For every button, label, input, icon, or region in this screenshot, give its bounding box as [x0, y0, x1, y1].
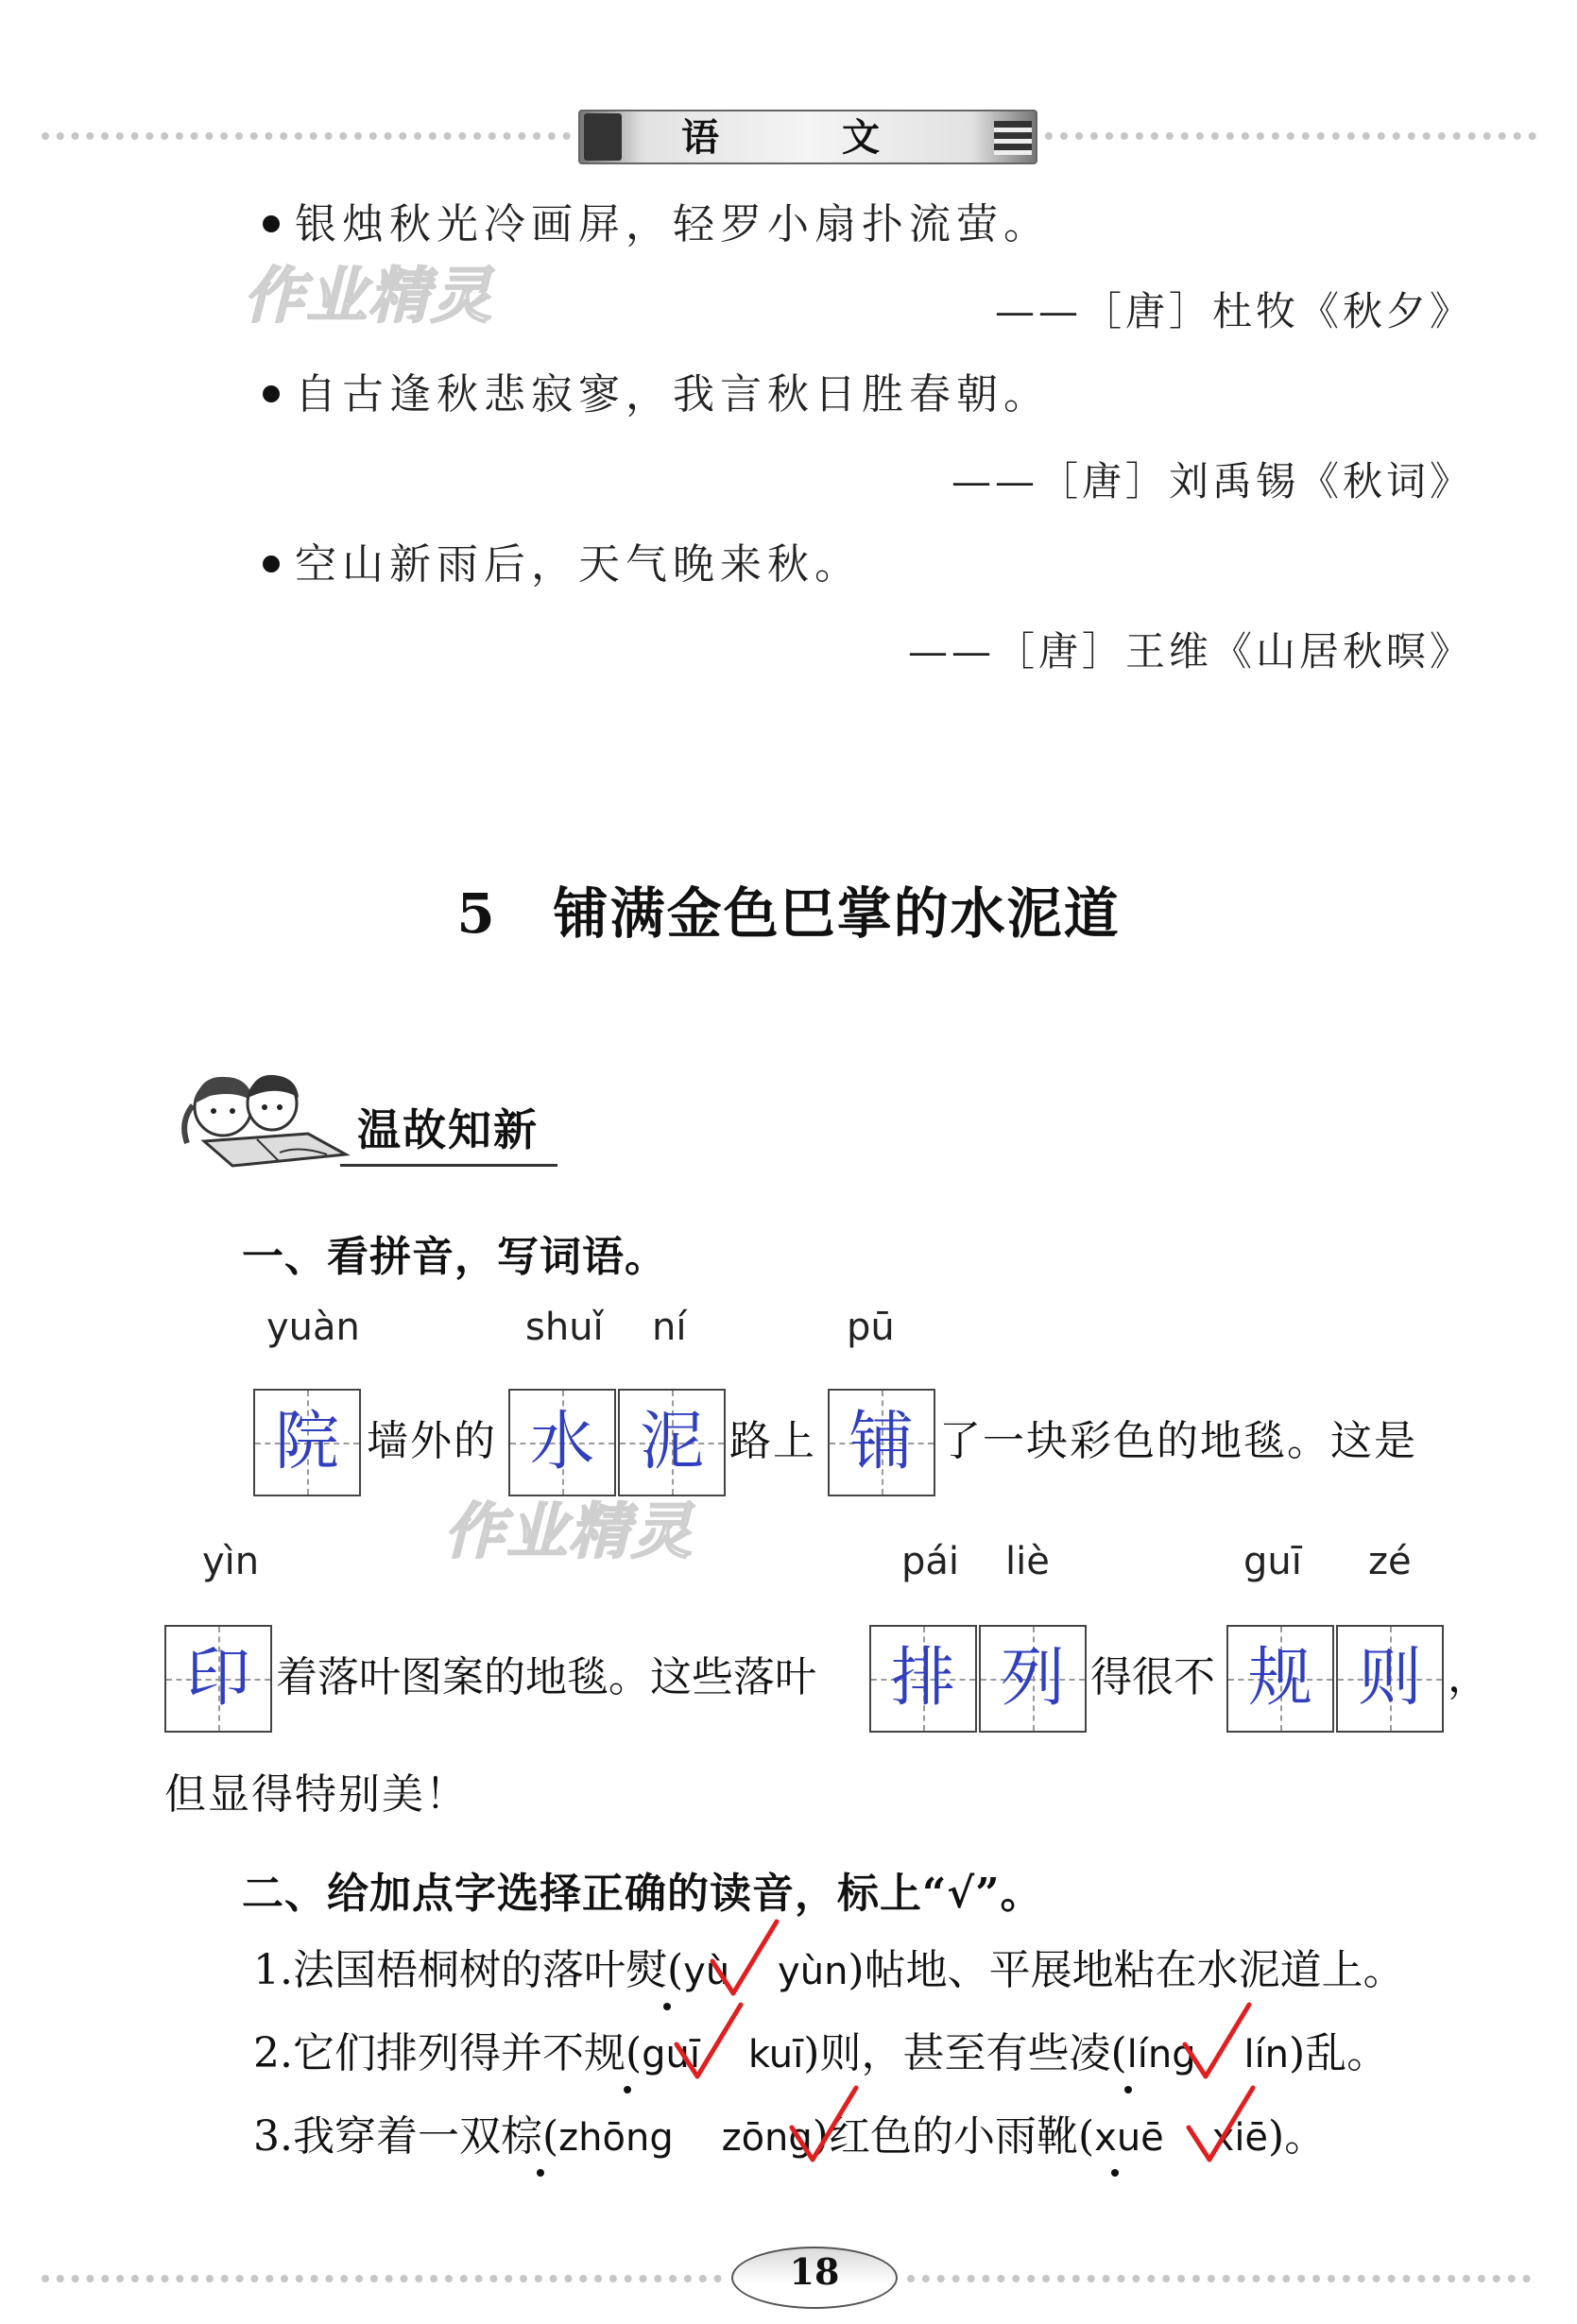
sentence-text: 得很不 [1090, 1653, 1215, 1701]
item-text: )。 [1268, 2112, 1327, 2161]
reading-option[interactable]: xuē [1094, 2116, 1164, 2160]
answer-box[interactable] [828, 1389, 935, 1496]
poem-source-1: ——［唐］杜牧《秋夕》 [994, 288, 1473, 334]
lines-icon [994, 121, 1032, 155]
footer-dots-right [907, 2275, 1531, 2282]
check-mark-icon [707, 1916, 782, 2001]
pinyin: shuǐ [525, 1306, 604, 1349]
reading-option[interactable]: kuī [747, 2033, 804, 2076]
poem-text: 空山新雨后，天气晚来秋。 [295, 540, 862, 589]
answer-char: 则 [1357, 1641, 1422, 1716]
pinyin: zé [1368, 1540, 1412, 1583]
sentence-text: 着落叶图案的地毯。这些落叶 [276, 1653, 816, 1701]
item-number: 2. [253, 2029, 293, 2077]
poem-source-3: ——［唐］王维《山居秋暝》 [907, 628, 1473, 675]
answer-box[interactable] [508, 1389, 616, 1496]
emphasis-dot [624, 2086, 631, 2093]
subject-title: 语 文 [681, 115, 934, 160]
sentence-text: ， [1448, 1653, 1491, 1701]
section-underline [340, 1164, 557, 1167]
pinyin: guī [1243, 1540, 1302, 1583]
pinyin: liè [1005, 1540, 1050, 1583]
lesson-number: 5 [456, 881, 497, 946]
q2-item-1 [253, 1942, 1405, 2000]
watermark: 作业精灵 [444, 1497, 694, 1567]
sentence-text: 了一块彩色的地毯。这是 [939, 1417, 1417, 1465]
item-text: )帖地、平展地粘在水泥道上。 [848, 1946, 1405, 1994]
answer-box[interactable] [979, 1625, 1087, 1733]
pinyin: ní [652, 1306, 687, 1349]
kids-reading-icon [166, 1068, 355, 1181]
reading-option[interactable]: lín [1243, 2033, 1290, 2076]
pinyin: yuàn [266, 1306, 360, 1349]
poem-line-2 [263, 367, 1051, 423]
poem-line-1 [263, 197, 1051, 253]
lesson-title [0, 869, 1577, 948]
answer-box[interactable] [253, 1389, 361, 1496]
item-text: 我穿着一双棕( [292, 2112, 559, 2161]
sentence-text: 墙外的 [367, 1417, 497, 1465]
poem-text: 银烛秋光冷画屏，轻罗小扇扑流萤。 [295, 200, 1051, 248]
item-text: )乱。 [1289, 2029, 1389, 2077]
book-icon [584, 113, 622, 161]
reading-option[interactable]: líng [1126, 2033, 1196, 2076]
emphasis-dot [1124, 2086, 1132, 2093]
answer-char: 列 [1000, 1641, 1065, 1716]
item-text: )红色的小雨靴( [812, 2112, 1095, 2161]
reading-option[interactable]: zōng [721, 2116, 813, 2160]
sentence-text: 路上 [729, 1417, 816, 1465]
poem-line-3 [263, 537, 862, 593]
header-dots-left [42, 132, 571, 140]
item-text: )则，甚至有些凌( [803, 2029, 1127, 2077]
header-dots-right [1045, 132, 1536, 140]
emphasis-dot [663, 2003, 671, 2010]
check-mark-icon [1179, 1999, 1255, 2084]
item-text: 法国梧桐树的落叶熨( [292, 1946, 684, 1994]
answer-box[interactable] [1336, 1625, 1444, 1733]
check-mark-icon [786, 2082, 862, 2167]
answer-char: 排 [890, 1641, 955, 1716]
item-number: 1. [253, 1946, 293, 1994]
page-number: 18 [789, 2250, 840, 2293]
bullet-icon [263, 385, 280, 402]
question-2-title: 二、给加点字选择正确的读音，标上“√”。 [242, 1870, 1043, 1918]
answer-char: 规 [1247, 1641, 1312, 1716]
reading-option[interactable]: xiē [1211, 2116, 1269, 2160]
answer-box[interactable] [164, 1625, 272, 1733]
pinyin: pū [847, 1306, 895, 1349]
item-text: 它们排列得并不规( [292, 2029, 643, 2077]
poem-text: 自古逢秋悲寂寥，我言秋日胜春朝。 [295, 370, 1051, 419]
reading-option[interactable]: zhōng [558, 2116, 674, 2160]
answer-box[interactable] [869, 1625, 977, 1733]
answer-char: 水 [529, 1405, 594, 1479]
answer-box[interactable] [1226, 1625, 1334, 1733]
answer-char: 院 [274, 1405, 339, 1479]
bullet-icon [263, 555, 280, 572]
answer-char: 印 [185, 1641, 250, 1716]
answer-box[interactable] [618, 1389, 726, 1496]
emphasis-dot [537, 2169, 544, 2177]
footer-dots-left [42, 2275, 722, 2282]
bullet-icon [263, 215, 280, 232]
question-1-title: 一、看拼音，写词语。 [242, 1233, 667, 1281]
reading-option[interactable]: yùn [778, 1950, 848, 1993]
poem-source-2: ——［唐］刘禹锡《秋词》 [951, 458, 1473, 504]
reading-option[interactable]: guī [642, 2033, 701, 2076]
answer-char: 泥 [639, 1405, 704, 1479]
sentence-text: 但显得特别美！ [164, 1770, 469, 1819]
watermark: 作业精灵 [244, 262, 493, 332]
check-mark-icon [1183, 2082, 1259, 2167]
pinyin: yìn [202, 1540, 260, 1583]
pinyin: pái [901, 1540, 960, 1583]
check-mark-icon [671, 1999, 746, 2084]
lesson-title-text: 铺满金色巴掌的水泥道 [553, 881, 1121, 946]
emphasis-dot [1111, 2169, 1119, 2177]
answer-char: 铺 [848, 1405, 914, 1479]
reading-option[interactable]: yù [683, 1950, 730, 1993]
item-number: 3. [253, 2112, 293, 2161]
section-title: 温故知新 [357, 1104, 539, 1155]
